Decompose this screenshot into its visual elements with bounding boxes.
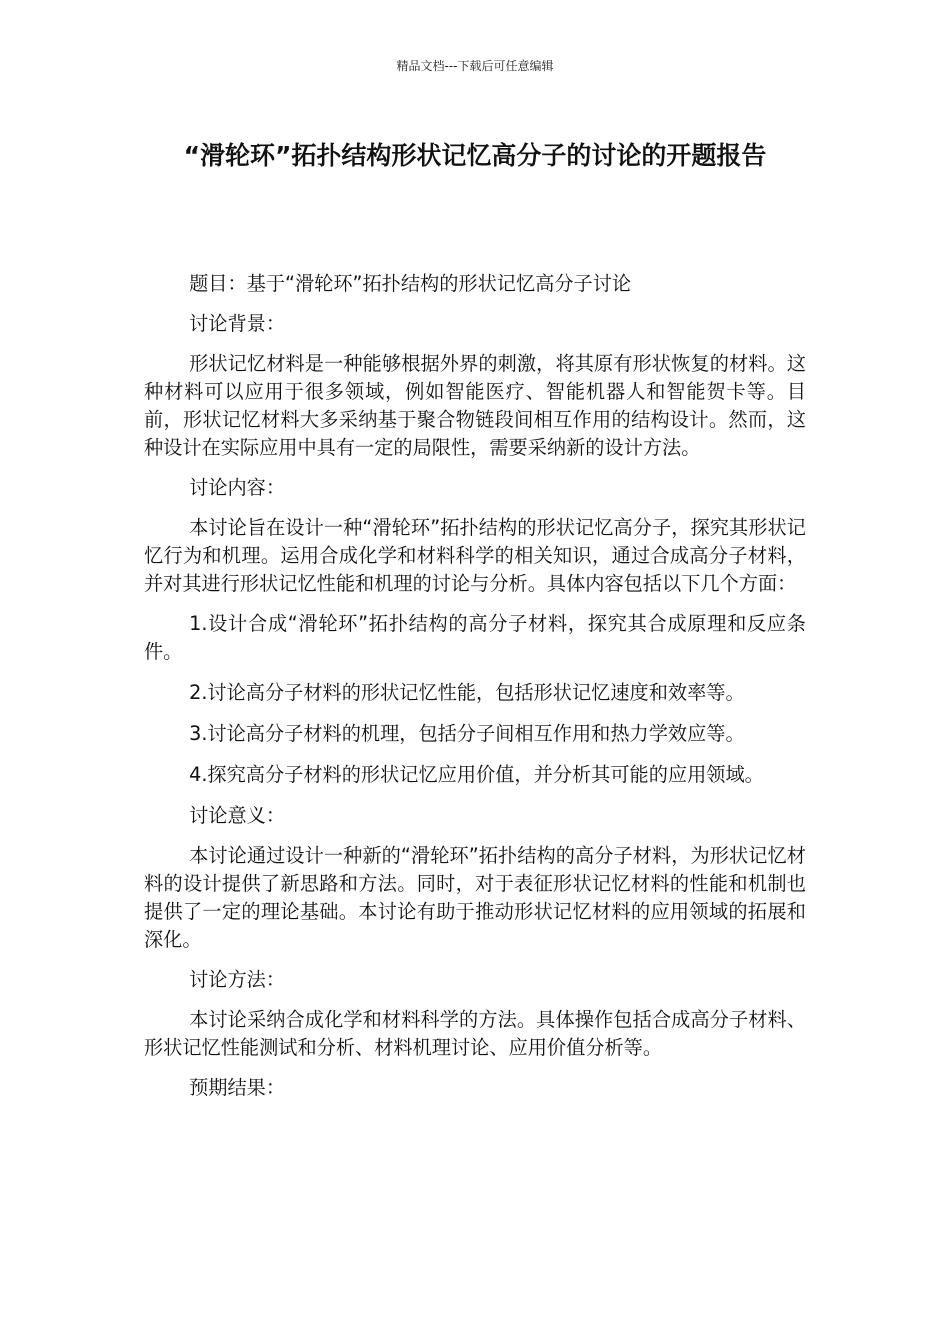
content-item-1: 1.设计合成“滑轮环”拓扑结构的高分子材料，探究其合成原理和反应条件。	[144, 612, 806, 663]
content-item-2: 2.讨论高分子材料的形状记忆性能，包括形状记忆速度和效率等。	[189, 681, 745, 704]
content-heading: 讨论内容：	[189, 476, 286, 499]
document-body	[144, 270, 806, 1114]
method-paragraph: 本讨论采纳合成化学和材料科学的方法。具体操作包括合成高分子材料、形状记忆性能测试和分析、材料机理讨论、应用价值分析等。	[144, 1008, 806, 1059]
significance-paragraph: 本讨论通过设计一种新的“滑轮环”拓扑结构的高分子材料，为形状记忆材料的设计提供了新思路和方法。同时，对于表征形状记忆材料的性能和机制也提供了一定的理论基础。本讨论有助于推动形状记忆材料的应用领域的拓展和深化。	[144, 844, 806, 951]
topic-line: 题目：基于“滑轮环”拓扑结构的形状记忆高分子讨论	[189, 272, 632, 295]
content-item-4: 4.探究高分子材料的形状记忆应用价值，并分析其可能的应用领域。	[189, 763, 764, 786]
expected-heading: 预期结果：	[189, 1076, 286, 1099]
content-item-3: 3.讨论高分子材料的机理，包括分子间相互作用和热力学效应等。	[189, 722, 745, 745]
background-paragraph: 形状记忆材料是一种能够根据外界的刺激，将其原有形状恢复的材料。这种材料可以应用于很多领域，例如智能医疗、智能机器人和智能贺卡等。目前，形状记忆材料大多采纳基于聚合物链段间相互作用的结构设计。然而，这种设计在实际应用中具有一定的局限性，需要采纳新的设计方法。	[144, 352, 806, 459]
significance-heading: 讨论意义：	[189, 804, 286, 827]
content-paragraph: 本讨论旨在设计一种“滑轮环”拓扑结构的形状记忆高分子，探究其形状记忆行为和机理。运用合成化学和材料科学的相关知识，通过合成高分子材料，并对其进行形状记忆性能和机理的讨论与分析。具体内容包括以下几个方面：	[144, 516, 806, 595]
document-title: “滑轮环”拓扑结构形状记忆高分子的讨论的开题报告	[183, 141, 767, 170]
header-note: 精品文档---下载后可任意编辑	[396, 59, 554, 73]
background-heading: 讨论背景：	[189, 312, 286, 335]
method-heading: 讨论方法：	[189, 968, 286, 991]
